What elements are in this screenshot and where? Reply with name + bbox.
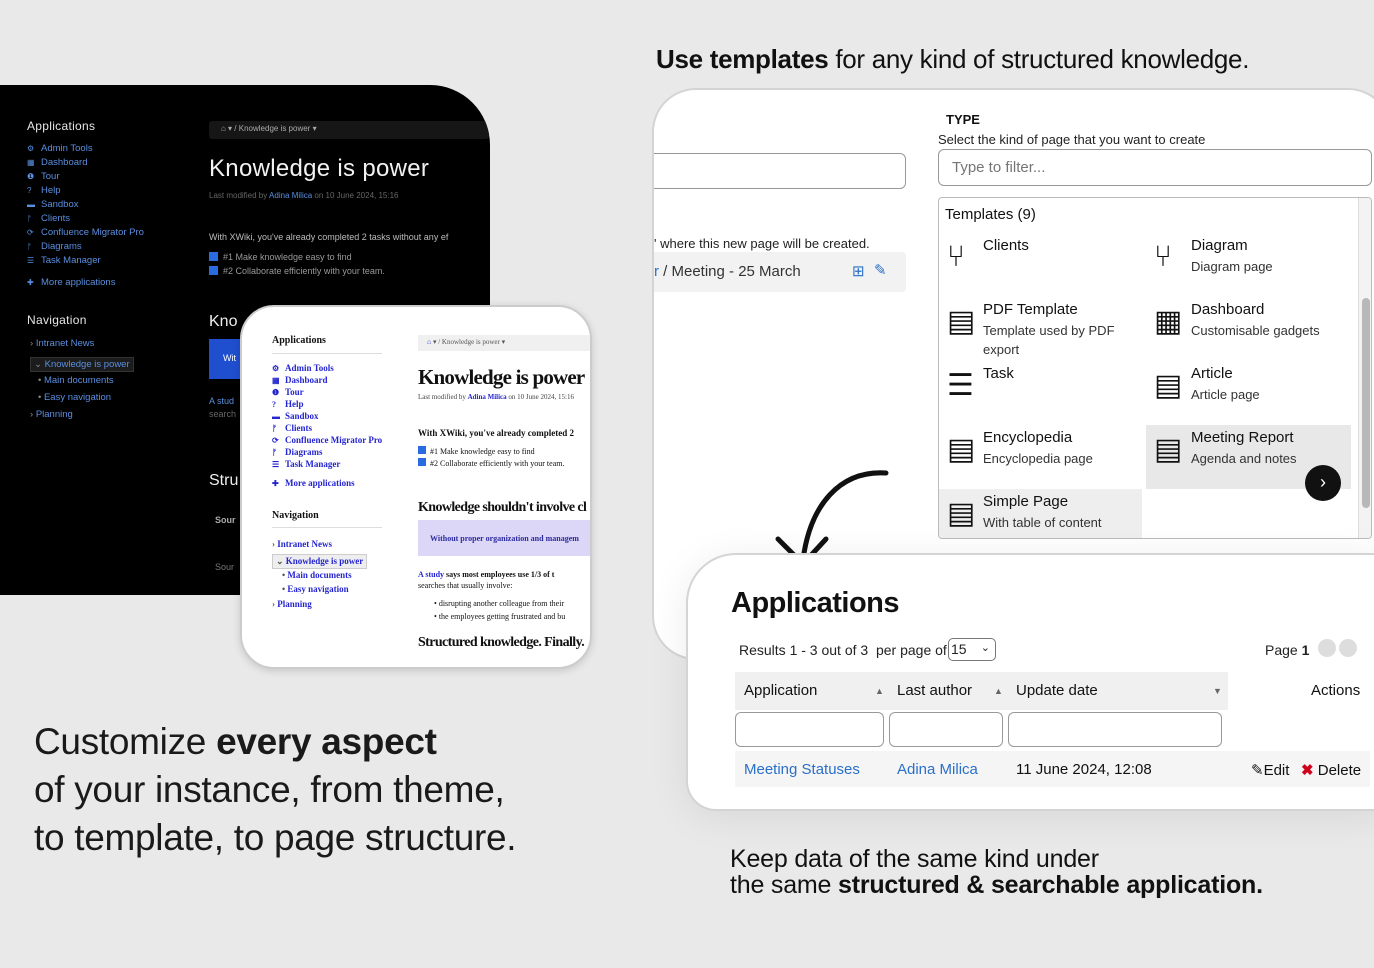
template-name: Encyclopedia xyxy=(983,429,1073,446)
light-page-title: Knowledge is power xyxy=(418,365,585,389)
template-item[interactable] xyxy=(1146,233,1351,297)
location-help: ' where this new page will be created. xyxy=(654,236,870,251)
light-callout: Without proper organization and managem xyxy=(418,520,592,556)
light-author-link[interactable]: Adina Milica xyxy=(467,393,507,401)
template-desc: Encyclopedia page xyxy=(983,451,1093,466)
light-breadcrumb[interactable]: ⌂ ▾ / Knowledge is power ▾ xyxy=(418,335,592,351)
gear-icon: ⚙ xyxy=(272,364,280,373)
dark-source-2: Sour xyxy=(215,562,235,572)
page-name-input[interactable] xyxy=(652,153,906,189)
template-name: Dashboard xyxy=(1191,301,1265,318)
sandbox-icon: ▬ xyxy=(27,200,35,209)
dark-nav-item[interactable]: ⌄ Knowledge is power xyxy=(30,357,134,372)
chevron-down-icon: ⌄ xyxy=(980,642,990,654)
light-bullet-1: • disrupting another colleague from their xyxy=(434,599,565,608)
headline-bottom-right-2: the same structured & searchable application. xyxy=(730,871,1263,899)
template-name: Meeting Report xyxy=(1191,429,1294,446)
home-icon: ⌂ ▾ / xyxy=(221,124,239,133)
tree-toggle-icon: • xyxy=(282,584,288,594)
type-help: Select the kind of page that you want to create xyxy=(938,132,1206,147)
template-desc: Article page xyxy=(1191,387,1260,402)
dark-completed-text: With XWiki, you've already completed 2 tasks without any ef xyxy=(209,232,449,242)
sync-icon: ⟳ xyxy=(272,436,279,445)
sort-down-icon[interactable]: ▼ xyxy=(1213,686,1222,696)
dark-more-applications[interactable]: ✚ More applications xyxy=(27,277,116,288)
template-name: Task xyxy=(983,365,1014,382)
template-item[interactable] xyxy=(1146,297,1351,361)
dark-app-item[interactable]: ᚠ Clients xyxy=(27,213,71,224)
divider xyxy=(272,527,382,528)
dark-app-item[interactable]: ☰ Task Manager xyxy=(27,255,101,266)
dark-app-item[interactable]: ⚙ Admin Tools xyxy=(27,143,93,154)
headline-bottom-left-3: to template, to page structure. xyxy=(34,817,517,858)
template-item[interactable] xyxy=(939,489,1142,539)
pencil-icon[interactable]: ✎ xyxy=(874,262,887,279)
light-navigation-title: Navigation xyxy=(272,510,319,521)
light-theme-screenshot xyxy=(240,305,592,669)
next-arrow-button[interactable] xyxy=(1305,465,1341,501)
light-app-item[interactable]: ? Help xyxy=(272,399,304,409)
light-last-modified: Last modified by Adina Milica on 10 June 2024, 15:16 xyxy=(418,393,574,401)
branch-icon: ⑂ xyxy=(947,240,965,273)
headline-top-rest: for any kind of structured knowledge. xyxy=(828,44,1250,74)
edit-button[interactable]: ✎Edit xyxy=(1251,762,1290,779)
dashboard-icon: ▦ xyxy=(272,376,280,385)
tree-toggle-icon: • xyxy=(38,392,44,403)
light-app-item[interactable]: ᚠ Diagrams xyxy=(272,447,323,457)
info-icon: ❶ xyxy=(27,172,35,181)
light-more-applications[interactable]: ✚ More applications xyxy=(272,478,355,488)
location-path: r / Meeting - 25 March xyxy=(654,263,801,280)
help-icon: ? xyxy=(272,400,276,409)
document-icon: ▤ xyxy=(1154,369,1183,402)
light-applications-title: Applications xyxy=(272,335,326,346)
dark-page-title: Knowledge is power xyxy=(209,155,430,182)
sitemap-icon[interactable]: ⊞ xyxy=(852,263,865,280)
light-app-item[interactable]: ᚠ Clients xyxy=(272,423,312,433)
filter-application-input[interactable] xyxy=(735,712,884,747)
dark-task-2[interactable]: #2 Collaborate efficiently with your team. xyxy=(209,266,385,276)
checkbox-checked-icon xyxy=(418,458,426,466)
branch-icon: ᚠ xyxy=(272,424,277,433)
branch-icon: ⑂ xyxy=(1154,240,1172,273)
light-app-item[interactable]: ❶ Tour xyxy=(272,387,304,397)
tree-toggle-icon: › xyxy=(272,599,278,609)
delete-button[interactable]: ✖ Delete xyxy=(1301,762,1362,779)
template-desc: Agenda and notes xyxy=(1191,451,1297,466)
branch-icon: ᚠ xyxy=(272,448,277,457)
pager-prev-button[interactable] xyxy=(1318,639,1336,657)
dark-applications-title: Applications xyxy=(27,119,96,133)
document-icon: ▤ xyxy=(1154,433,1183,466)
divider xyxy=(272,353,382,354)
dark-app-item[interactable]: ▦ Dashboard xyxy=(27,157,88,168)
dark-study-text: A stud xyxy=(209,396,235,406)
template-item[interactable] xyxy=(939,361,1142,425)
light-nav-item[interactable]: • Main documents xyxy=(282,570,352,580)
templates-heading: Templates (9) xyxy=(945,206,1036,223)
document-icon: ▤ xyxy=(947,497,976,530)
dark-nav-item[interactable]: › Planning xyxy=(30,409,73,420)
gear-icon: ⚙ xyxy=(27,144,35,153)
light-app-item[interactable]: ⟳ Confluence Migrator Pro xyxy=(272,435,383,445)
sandbox-icon: ▬ xyxy=(272,412,280,421)
dark-source-1: Sour xyxy=(215,515,236,525)
col-application[interactable]: Application xyxy=(744,682,818,699)
light-app-item[interactable]: ▬ Sandbox xyxy=(272,411,319,421)
filter-input[interactable] xyxy=(938,149,1372,186)
light-task-1[interactable]: #1 Make knowledge easy to find xyxy=(418,446,535,456)
light-completed-text: With XWiki, you've already completed 2 xyxy=(418,428,575,438)
templates-list xyxy=(938,197,1372,539)
list-icon: ☰ xyxy=(947,369,974,402)
home-icon: ⌂ xyxy=(427,338,432,346)
sort-up-icon[interactable]: ▲ xyxy=(994,686,1003,696)
tree-toggle-icon: • xyxy=(38,375,44,386)
pdf-icon: ▤ xyxy=(947,305,976,338)
tree-toggle-icon: › xyxy=(30,338,36,349)
dark-app-item[interactable]: ▬ Sandbox xyxy=(27,199,79,210)
template-name: Article xyxy=(1191,365,1233,382)
light-nav-item[interactable]: › Intranet News xyxy=(272,539,332,549)
light-nav-item[interactable]: › Planning xyxy=(272,599,312,609)
dark-app-item[interactable]: ⟳ Confluence Migrator Pro xyxy=(27,227,144,238)
per-page-select[interactable]: 15 ⌄ xyxy=(948,638,996,661)
document-icon: ▤ xyxy=(947,433,976,466)
dark-author-link[interactable]: Adina Milica xyxy=(269,191,313,200)
dark-breadcrumb[interactable]: ⌂ ▾ / Knowledge is power ▾ xyxy=(209,121,489,139)
tree-toggle-icon: › xyxy=(272,539,278,549)
light-structured-title: Structured knowledge. Finally. xyxy=(418,635,585,650)
pager: Page 1 xyxy=(1265,642,1310,658)
filter-author-input[interactable] xyxy=(889,712,1003,747)
scrollbar-track[interactable] xyxy=(1358,198,1372,539)
template-name: PDF Template xyxy=(983,301,1078,318)
template-item[interactable] xyxy=(939,233,1142,297)
dark-app-item[interactable]: ❶ Tour xyxy=(27,171,60,182)
dashboard-icon: ▦ xyxy=(1154,305,1183,338)
dark-search-text: search xyxy=(209,409,237,419)
col-last-author[interactable]: Last author xyxy=(897,682,973,699)
pager-next-button[interactable] xyxy=(1339,639,1357,657)
light-bullet-2: • the employees getting frustrated and bu xyxy=(434,612,566,621)
light-nav-item[interactable]: • Easy navigation xyxy=(282,584,349,594)
template-item[interactable] xyxy=(939,297,1142,361)
light-task-2[interactable]: #2 Collaborate efficiently with your team. xyxy=(418,458,564,468)
light-study-text: A study says most employees use 1/3 of t xyxy=(418,570,555,579)
checkbox-checked-icon xyxy=(209,266,218,275)
filter-date-input[interactable] xyxy=(1008,712,1222,747)
dark-nav-item[interactable]: • Main documents xyxy=(38,375,114,386)
template-item[interactable] xyxy=(1146,361,1351,425)
tree-toggle-icon: ⌄ xyxy=(276,556,286,566)
plus-icon: ✚ xyxy=(27,278,34,287)
light-app-item[interactable]: ⚙ Admin Tools xyxy=(272,363,334,373)
dark-app-item[interactable]: ᚠ Diagrams xyxy=(27,241,82,252)
light-app-item[interactable]: ☰ Task Manager xyxy=(272,459,341,469)
chevron-right-icon: › xyxy=(1320,472,1326,492)
branch-icon: ᚠ xyxy=(27,242,32,251)
headline-bottom-right-1: Keep data of the same kind under xyxy=(730,845,1099,873)
pencil-icon: ✎ xyxy=(1251,762,1264,779)
template-desc: Customisable gadgets xyxy=(1191,323,1320,338)
template-name: Clients xyxy=(983,237,1029,254)
checkbox-checked-icon xyxy=(418,446,426,454)
dark-nav-item[interactable]: › Intranet News xyxy=(30,338,95,349)
dark-nav-item[interactable]: • Easy navigation xyxy=(38,392,112,403)
row-author-link[interactable]: Adina Milica xyxy=(897,761,978,778)
info-icon: ❶ xyxy=(272,388,280,397)
location-picker[interactable] xyxy=(652,252,906,292)
headline-bottom-left-2: of your instance, from theme, xyxy=(34,769,505,810)
list-icon: ☰ xyxy=(27,256,35,265)
dark-app-item[interactable]: ? Help xyxy=(27,185,61,196)
plus-icon: ✚ xyxy=(272,479,279,488)
tree-toggle-icon: › xyxy=(30,409,36,420)
dark-section-title: Kno xyxy=(209,313,238,330)
template-desc: With table of content xyxy=(983,515,1102,530)
dark-last-modified: Last modified by Adina Milica on 10 June 2024, 15:16 xyxy=(209,191,399,200)
light-study-text-2: searches that usually involve: xyxy=(418,581,513,590)
headline-bottom-left-1: Customize every aspect xyxy=(34,721,437,762)
dark-structured-title: Stru xyxy=(209,472,239,489)
col-actions: Actions xyxy=(1311,682,1361,699)
row-application-link[interactable]: Meeting Statuses xyxy=(744,761,860,778)
sort-up-icon[interactable]: ▲ xyxy=(875,686,884,696)
scrollbar-thumb[interactable] xyxy=(1362,298,1370,508)
branch-icon: ᚠ xyxy=(27,214,32,223)
light-nav-item[interactable]: ⌄ Knowledge is power xyxy=(272,554,367,569)
tree-toggle-icon: ⌄ xyxy=(34,359,45,370)
headline-top-bold: Use templates xyxy=(656,44,829,74)
results-text: Results 1 - 3 out of 3 per page of xyxy=(739,642,947,658)
help-icon: ? xyxy=(27,186,32,195)
dark-navigation-title: Navigation xyxy=(27,313,87,327)
template-name: Diagram xyxy=(1191,237,1248,254)
template-desc: Diagram page xyxy=(1191,259,1273,274)
light-section-title: Knowledge shouldn't involve cl xyxy=(418,500,587,515)
type-label: TYPE xyxy=(946,112,980,127)
col-update-date[interactable]: Update date xyxy=(1016,682,1098,699)
checkbox-checked-icon xyxy=(209,252,218,261)
dark-callout: Wit xyxy=(209,339,249,379)
applications-screenshot xyxy=(686,553,1374,811)
close-icon: ✖ xyxy=(1301,762,1314,779)
light-study-link[interactable]: A study xyxy=(418,570,445,579)
dark-task-1[interactable]: #1 Make knowledge easy to find xyxy=(209,252,352,262)
template-desc: Template used by PDF export xyxy=(983,323,1115,357)
apps-title: Applications xyxy=(731,587,900,619)
sync-icon: ⟳ xyxy=(27,228,34,237)
headline-top xyxy=(656,44,1249,75)
dashboard-icon: ▦ xyxy=(27,158,35,167)
tree-toggle-icon: • xyxy=(282,570,288,580)
list-icon: ☰ xyxy=(272,460,280,469)
row-date: 11 June 2024, 12:08 xyxy=(1016,761,1152,778)
light-app-item[interactable]: ▦ Dashboard xyxy=(272,375,328,385)
template-name: Simple Page xyxy=(983,493,1069,510)
template-item[interactable] xyxy=(939,425,1142,489)
